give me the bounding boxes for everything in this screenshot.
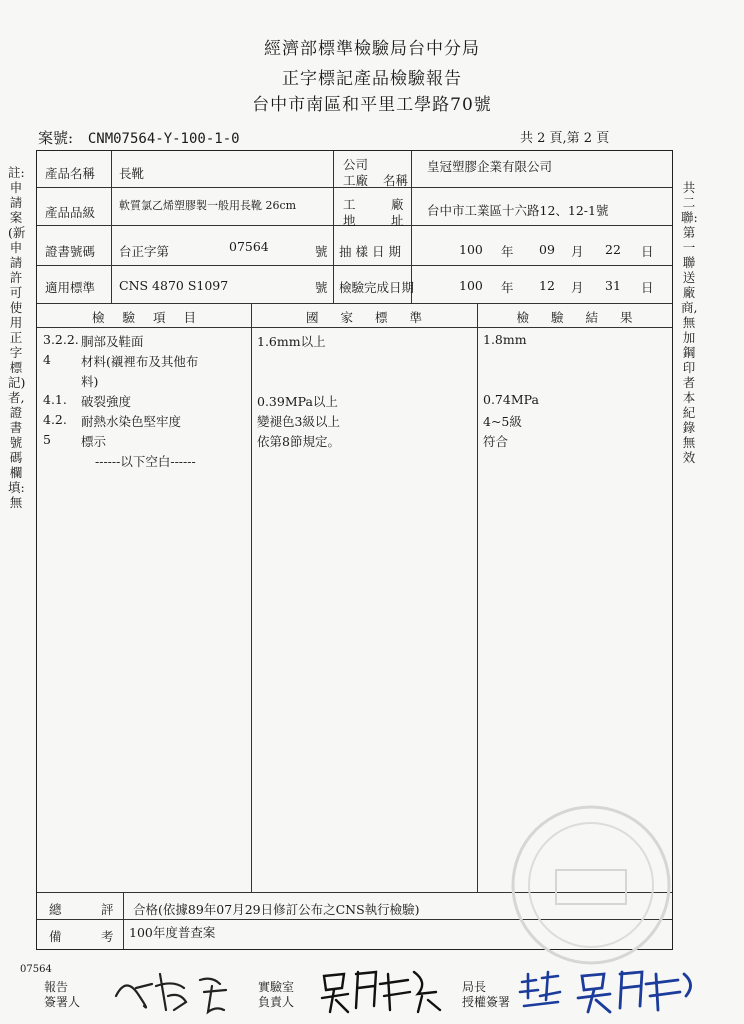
row-item: 耐熱水染色堅牢度 — [81, 414, 182, 429]
reporter-label-1: 報告 — [44, 980, 69, 994]
address-label-1: 工 — [343, 197, 356, 212]
row-result: 1.8mm — [483, 332, 527, 347]
cert-prefix: 台正字第 — [119, 244, 170, 259]
row-item: ------以下空白------ — [95, 454, 196, 469]
page-count: 共 2 頁,第 2 頁 — [520, 131, 610, 146]
sample-month: 09 — [539, 242, 555, 257]
row-item: 材料(襯裡布及其他布 — [81, 354, 199, 369]
product-name: 長靴 — [119, 166, 145, 181]
cert-suffix: 號 — [315, 244, 328, 259]
embossed-seal — [506, 800, 676, 970]
applicable-standard: CNS 4870 S1097 — [119, 278, 229, 293]
agency-title: 經濟部標準檢驗局台中分局 — [264, 39, 480, 59]
chief-signature-stamp — [518, 962, 698, 1014]
product-grade: 軟質氯乙烯塑膠製一般用長靴 26cm — [119, 199, 297, 212]
overall-evaluation: 合格(依據89年07月29日修訂公布之CNS執行檢驗) — [133, 902, 420, 917]
standard-label: 適用標準 — [45, 280, 96, 295]
row-number: 4.1. — [43, 392, 67, 407]
sample-month-unit: 月 — [571, 244, 584, 259]
address-label-2: 廠 — [391, 197, 404, 212]
company-label-bottom: 工廠 — [343, 173, 369, 188]
row-result: 0.74MPa — [483, 392, 539, 407]
lab-signature — [318, 962, 448, 1016]
column-header-result: 檢 驗 結 果 — [516, 310, 633, 325]
row-item: 破裂強度 — [81, 394, 132, 409]
row-number: 4 — [43, 352, 51, 367]
grid-line — [333, 151, 334, 303]
summary-label-2: 評 — [101, 902, 114, 917]
company-label-top: 公司 — [343, 157, 369, 172]
done-month-unit: 月 — [571, 280, 584, 295]
sample-date-label: 抽樣日期 — [339, 244, 406, 259]
reporter-label-2: 簽署人 — [44, 995, 81, 1009]
left-margin-note: 註:申請案(新申請許可使用正字標記)者,證書號碼欄填:無 — [8, 165, 26, 510]
row-item: 標示 — [81, 434, 107, 449]
case-number-line — [38, 127, 240, 148]
remark-label-2: 考 — [101, 929, 114, 944]
sample-year: 100 — [459, 242, 483, 257]
lab-label-1: 實驗室 — [258, 980, 295, 994]
company-label-name: 名稱 — [383, 173, 409, 188]
row-standard: 依第8節規定。 — [257, 434, 340, 449]
factory-address: 台中市工業區十六路12、12-1號 — [427, 203, 609, 218]
grid-line — [123, 892, 124, 949]
row-item: 料) — [81, 374, 99, 389]
column-header-standard: 國 家 標 準 — [306, 310, 422, 325]
done-day: 31 — [605, 278, 621, 293]
row-standard: 1.6mm以上 — [257, 334, 326, 349]
column-header-item: 檢 驗 項 目 — [92, 310, 196, 325]
report-title: 正字標記產品檢驗報告 — [282, 69, 462, 89]
row-result: 4~5級 — [483, 414, 522, 429]
chief-label-2: 授權簽署 — [462, 995, 511, 1009]
grid-line — [37, 303, 672, 304]
row-result: 符合 — [483, 434, 509, 449]
grid-line — [477, 303, 478, 892]
row-standard: 變褪色3級以上 — [257, 414, 340, 429]
case-number: CNM07564-Y-100-1-0 — [87, 131, 240, 147]
lab-label-2: 負責人 — [258, 995, 295, 1009]
row-number: 3.2.2. — [43, 332, 79, 347]
cert-label: 證書號碼 — [45, 244, 96, 259]
standard-suffix: 號 — [315, 280, 328, 295]
row-item: 胴部及鞋面 — [81, 334, 144, 349]
grid-line — [37, 327, 672, 328]
grid-line — [251, 303, 252, 892]
product-name-label: 產品名稱 — [45, 166, 96, 181]
agency-address: 台中市南區和平里工學路70號 — [252, 95, 492, 115]
row-number: 4.2. — [43, 412, 67, 427]
cert-number: 07564 — [229, 239, 269, 254]
done-date-label: 檢驗完成日期 — [339, 280, 415, 295]
company-name: 皇冠塑膠企業有限公司 — [427, 159, 553, 174]
remark-label-1: 備 — [49, 929, 62, 944]
sample-day: 22 — [605, 242, 621, 257]
address-label-4: 址 — [391, 213, 404, 228]
right-margin-note: 共二聯:第一聯送廠商,無加鋼印者本紀錄無效 — [681, 180, 698, 465]
done-month: 12 — [539, 278, 555, 293]
chief-label-1: 局長 — [462, 980, 487, 994]
footer-code: 07564 — [20, 964, 52, 975]
reporter-signature — [108, 966, 248, 1018]
done-day-unit: 日 — [641, 280, 654, 295]
remark-text: 100年度普查案 — [129, 925, 216, 940]
row-standard: 0.39MPa以上 — [257, 394, 338, 409]
grid-line — [37, 265, 672, 266]
case-label: 案號: — [38, 129, 74, 147]
sample-day-unit: 日 — [641, 244, 654, 259]
row-number: 5 — [43, 432, 51, 447]
done-year-unit: 年 — [501, 280, 514, 295]
summary-label-1: 總 — [49, 902, 62, 917]
sample-year-unit: 年 — [501, 244, 514, 259]
grade-label: 產品品級 — [45, 205, 96, 220]
grid-line — [111, 151, 112, 303]
address-label-3: 地 — [343, 213, 356, 228]
done-year: 100 — [459, 278, 483, 293]
